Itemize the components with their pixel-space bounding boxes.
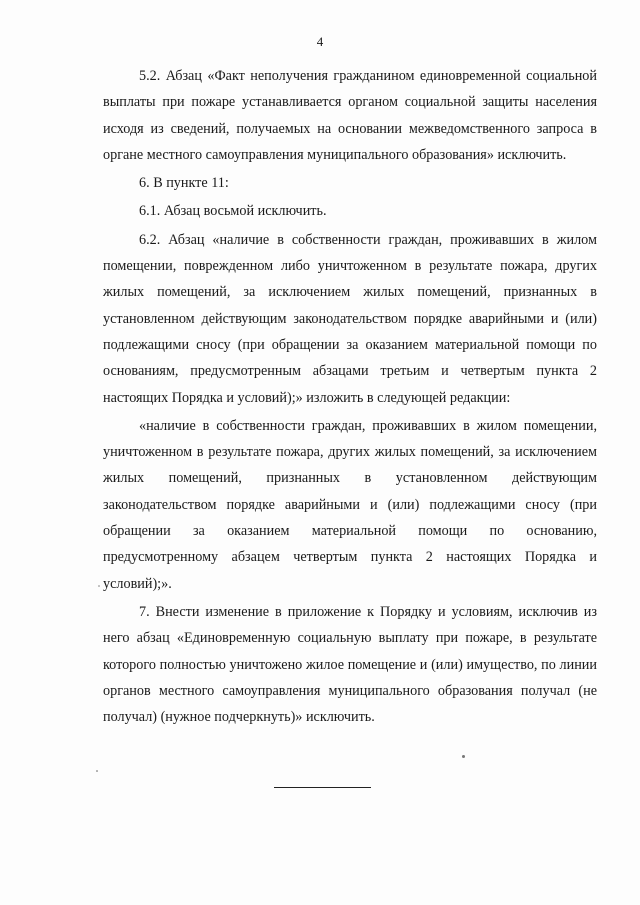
page-number: 4	[316, 34, 324, 49]
paragraph-5-2: 5.2. Абзац «Факт неполучения гражданином единовременной социальной выплаты при пожаре устанавливается органом социальной защиты населения исходя из сведений, получаемых на основании межведомственного запроса в органе местного самоуправления муниципального образования» исключить.	[103, 68, 597, 163]
scan-speck	[96, 770, 98, 772]
closing-separator-line	[274, 787, 371, 788]
scan-speck	[462, 755, 465, 758]
document-body	[103, 63, 597, 730]
scan-speck	[98, 585, 100, 587]
paragraph-new-wording: «наличие в собственности граждан, проживавших в жилом помещении, уничтоженном в результате пожара, других жилых помещений, за исключением жилых помещений, признанных в установленном действующим законодательством порядке аварийными и (или) подлежащими сносу (при обращении за оказанием материальной помощи по основанию, предусмотренному абзацем четвертым пункта 2 настоящих Порядка и условий);».	[103, 417, 597, 592]
paragraph-6-2: 6.2. Абзац «наличие в собственности граждан, проживавших в жилом помещении, поврежденном либо уничтоженном в результате пожара, других жилых помещений, за исключением жилых помещений, признанных в установленном действующим законодательством порядке аварийными и (или) подлежащими сносу (при обращении за оказанием материальной помощи по основаниям, предусмотренным абзацами третьим и четвертым пункта 2 настоящих Порядка и условий);» изложить в следующей редакции:	[103, 231, 597, 406]
paragraph-6-1: 6.1. Абзац восьмой исключить.	[139, 203, 327, 220]
paragraph-6: 6. В пункте 11:	[139, 175, 229, 192]
paragraph-7: 7. Внести изменение в приложение к Порядку и условиям, исключив из него абзац «Единовременную социальную выплату при пожаре, в результате которого полностью уничтожено жилое помещение и (или) имущество, по линии органов местного самоуправления муниципального образования получал (не получал) (нужное подчеркнуть)» исключить.	[103, 603, 597, 726]
